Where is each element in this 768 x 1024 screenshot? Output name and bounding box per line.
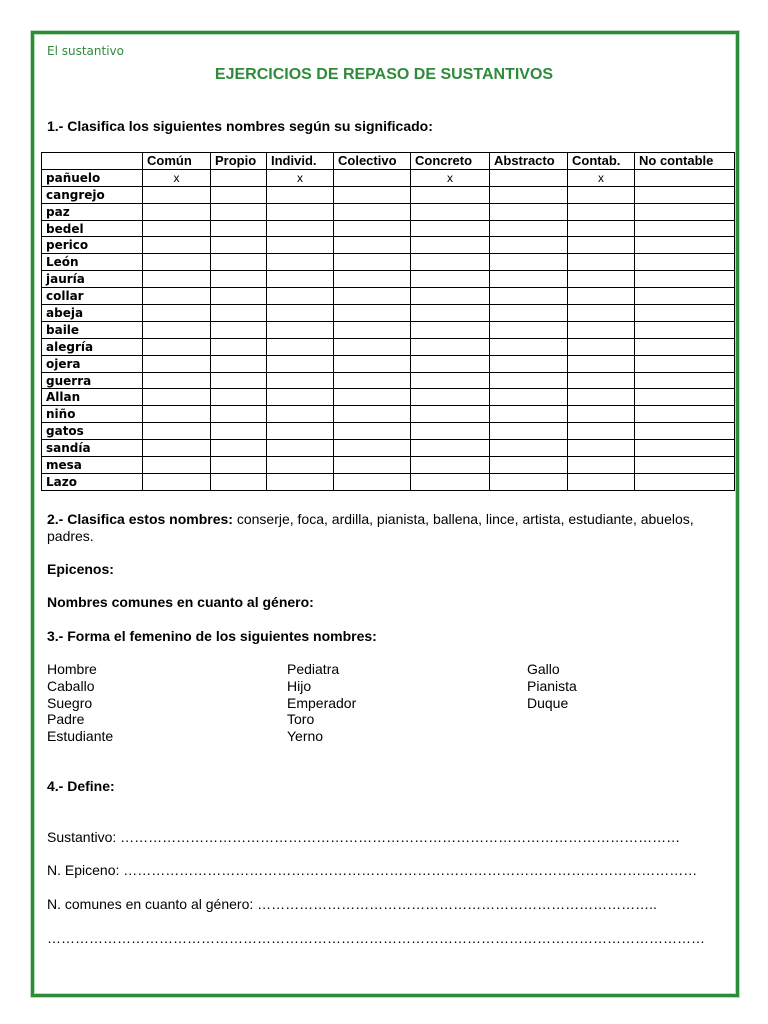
classification-cell[interactable] xyxy=(267,321,334,338)
classification-cell[interactable] xyxy=(334,305,411,322)
table-row xyxy=(42,271,735,288)
list-item: Yerno xyxy=(287,728,324,745)
classification-cell[interactable] xyxy=(334,473,411,490)
classification-cell[interactable] xyxy=(411,389,490,406)
exercise3-heading: 3.- Forma el femenino de los siguientes nombres: xyxy=(47,628,377,644)
classification-cell[interactable] xyxy=(143,254,211,271)
classification-cell[interactable] xyxy=(568,305,635,322)
classification-cell[interactable] xyxy=(568,406,635,423)
classification-cell[interactable] xyxy=(568,203,635,220)
word-cell: sandía xyxy=(42,440,143,457)
list-item: Estudiante xyxy=(47,728,114,745)
classification-cell[interactable] xyxy=(334,355,411,372)
word-cell: bedel xyxy=(42,220,143,237)
classification-cell[interactable] xyxy=(143,203,211,220)
classification-cell[interactable] xyxy=(490,288,568,305)
classification-cell[interactable] xyxy=(143,473,211,490)
table-row xyxy=(42,440,735,457)
classification-cell[interactable] xyxy=(411,220,490,237)
classification-cell[interactable] xyxy=(211,389,267,406)
section-label: El sustantivo xyxy=(47,44,124,58)
classification-cell[interactable] xyxy=(490,305,568,322)
classification-cell[interactable] xyxy=(211,254,267,271)
word-cell: mesa xyxy=(42,457,143,474)
classification-cell[interactable] xyxy=(334,423,411,440)
classification-cell[interactable] xyxy=(267,372,334,389)
word-cell: Lazo xyxy=(42,473,143,490)
classification-cell[interactable] xyxy=(211,457,267,474)
classification-cell[interactable] xyxy=(334,457,411,474)
classification-cell[interactable] xyxy=(635,440,735,457)
classification-cell[interactable] xyxy=(411,440,490,457)
word-cell: pañuelo xyxy=(42,169,143,186)
classification-cell[interactable]: x xyxy=(568,169,635,186)
classification-cell[interactable] xyxy=(211,338,267,355)
table-row xyxy=(42,355,735,372)
classification-cell[interactable] xyxy=(143,440,211,457)
word-cell: collar xyxy=(42,288,143,305)
classification-cell[interactable] xyxy=(411,186,490,203)
classification-cell[interactable] xyxy=(267,288,334,305)
column-header: Colectivo xyxy=(334,153,411,170)
classification-cell[interactable] xyxy=(211,406,267,423)
word-column-1 xyxy=(47,661,113,745)
classification-cell[interactable] xyxy=(143,288,211,305)
classification-cell[interactable] xyxy=(267,406,334,423)
classification-cell[interactable] xyxy=(143,372,211,389)
list-item: Pianista xyxy=(527,677,577,694)
classification-cell[interactable] xyxy=(411,406,490,423)
classification-cell[interactable] xyxy=(211,237,267,254)
classification-cell[interactable] xyxy=(490,423,568,440)
classification-cell[interactable] xyxy=(211,355,267,372)
exercise2-heading: 2.- Clasifica estos nombres: xyxy=(47,511,233,527)
list-item: Gallo xyxy=(527,661,560,677)
table-row xyxy=(42,186,735,203)
column-header: Individ. xyxy=(267,153,334,170)
word-cell: ojera xyxy=(42,355,143,372)
exercise2-word-list: conserje, foca, ardilla, pianista, ballena, lince, artista, estudiante, abuelos, padres. xyxy=(47,511,694,544)
classification-cell[interactable] xyxy=(490,440,568,457)
word-cell: cangrejo xyxy=(42,186,143,203)
list-item: Caballo xyxy=(47,677,95,694)
classification-cell[interactable] xyxy=(143,237,211,254)
classification-cell[interactable] xyxy=(568,473,635,490)
classification-cell[interactable] xyxy=(568,440,635,457)
classification-cell[interactable] xyxy=(411,457,490,474)
classification-cell[interactable] xyxy=(635,389,735,406)
classification-cell[interactable] xyxy=(143,305,211,322)
table-row xyxy=(42,389,735,406)
classification-cell[interactable] xyxy=(211,473,267,490)
classification-cell[interactable] xyxy=(267,305,334,322)
classification-cell[interactable] xyxy=(635,186,735,203)
classification-cell[interactable] xyxy=(635,220,735,237)
classification-cell[interactable] xyxy=(490,220,568,237)
word-column-3 xyxy=(527,661,577,711)
classification-cell[interactable] xyxy=(411,305,490,322)
classification-cell[interactable] xyxy=(267,423,334,440)
classification-cell[interactable] xyxy=(211,372,267,389)
column-header: Concreto xyxy=(411,153,490,170)
table-row xyxy=(42,203,735,220)
list-item: Pediatra xyxy=(287,661,340,677)
exercise4-heading: 4.- Define: xyxy=(47,778,115,794)
list-item: Padre xyxy=(47,711,85,728)
word-cell: paz xyxy=(42,203,143,220)
classification-cell[interactable] xyxy=(411,338,490,355)
classification-cell[interactable] xyxy=(635,305,735,322)
classification-cell[interactable] xyxy=(143,321,211,338)
classification-cell[interactable] xyxy=(411,203,490,220)
classification-cell[interactable] xyxy=(267,355,334,372)
classification-cell[interactable] xyxy=(635,406,735,423)
classification-cell[interactable] xyxy=(490,169,568,186)
classification-cell[interactable] xyxy=(411,237,490,254)
word-cell: guerra xyxy=(42,372,143,389)
classification-cell[interactable] xyxy=(490,338,568,355)
classification-cell[interactable] xyxy=(490,321,568,338)
classification-cell[interactable] xyxy=(334,169,411,186)
word-cell: baile xyxy=(42,321,143,338)
classification-cell[interactable] xyxy=(568,271,635,288)
classification-cell[interactable] xyxy=(267,254,334,271)
word-column-2 xyxy=(287,661,356,745)
list-item: Duque xyxy=(527,694,569,711)
classification-cell[interactable] xyxy=(334,338,411,355)
table-row xyxy=(42,457,735,474)
classification-cell[interactable] xyxy=(635,423,735,440)
classification-cell[interactable] xyxy=(334,406,411,423)
classification-cell[interactable] xyxy=(334,254,411,271)
classification-cell[interactable] xyxy=(334,237,411,254)
classification-cell[interactable] xyxy=(635,237,735,254)
classification-cell[interactable] xyxy=(334,440,411,457)
classification-cell[interactable] xyxy=(568,355,635,372)
classification-cell[interactable] xyxy=(143,389,211,406)
classification-cell[interactable] xyxy=(267,457,334,474)
classification-cell[interactable] xyxy=(143,271,211,288)
list-item: Hombre xyxy=(47,661,97,677)
classification-cell[interactable] xyxy=(568,220,635,237)
classification-cell[interactable] xyxy=(568,288,635,305)
classification-cell[interactable] xyxy=(490,186,568,203)
classification-cell[interactable] xyxy=(411,372,490,389)
classification-cell[interactable] xyxy=(568,389,635,406)
classification-cell[interactable] xyxy=(568,423,635,440)
classification-cell[interactable] xyxy=(143,220,211,237)
classification-cell[interactable] xyxy=(267,440,334,457)
exercise2-text xyxy=(47,511,737,545)
epicenos-label: Epicenos: xyxy=(47,561,114,577)
classification-cell[interactable] xyxy=(143,423,211,440)
classification-cell[interactable] xyxy=(635,372,735,389)
classification-cell[interactable] xyxy=(568,338,635,355)
classification-cell[interactable] xyxy=(411,473,490,490)
classification-cell[interactable] xyxy=(411,271,490,288)
classification-cell[interactable] xyxy=(568,321,635,338)
classification-cell[interactable] xyxy=(490,254,568,271)
comunes-label: Nombres comunes en cuanto al género: xyxy=(47,594,314,610)
table-row xyxy=(42,321,735,338)
classification-cell[interactable] xyxy=(635,457,735,474)
classification-cell[interactable] xyxy=(490,389,568,406)
classification-cell[interactable] xyxy=(635,254,735,271)
classification-cell[interactable] xyxy=(267,203,334,220)
word-cell: niño xyxy=(42,406,143,423)
table-row xyxy=(42,169,735,186)
classification-cell[interactable] xyxy=(267,389,334,406)
classification-cell[interactable] xyxy=(267,338,334,355)
classification-cell[interactable] xyxy=(635,169,735,186)
classification-cell[interactable] xyxy=(143,186,211,203)
classification-cell[interactable] xyxy=(334,321,411,338)
classification-cell[interactable] xyxy=(143,406,211,423)
table-row xyxy=(42,254,735,271)
table-row xyxy=(42,220,735,237)
classification-cell[interactable] xyxy=(334,389,411,406)
classification-cell[interactable]: x xyxy=(411,169,490,186)
column-header: Abstracto xyxy=(490,153,568,170)
classification-cell[interactable] xyxy=(490,473,568,490)
classification-cell[interactable] xyxy=(490,457,568,474)
table-row xyxy=(42,406,735,423)
column-header: No contable xyxy=(635,153,735,170)
classification-cell[interactable] xyxy=(568,372,635,389)
list-item: Hijo xyxy=(287,677,312,694)
classification-cell[interactable] xyxy=(334,203,411,220)
classification-cell[interactable] xyxy=(334,271,411,288)
classification-cell[interactable] xyxy=(334,288,411,305)
table-header-row xyxy=(42,153,735,170)
classification-cell[interactable]: x xyxy=(143,169,211,186)
classification-cell[interactable] xyxy=(635,271,735,288)
classification-cell[interactable] xyxy=(211,321,267,338)
classification-cell[interactable] xyxy=(143,457,211,474)
classification-cell[interactable] xyxy=(490,406,568,423)
definition-line-epiceno: N. Epiceno: …………………………………………………………………………………………………………… xyxy=(47,862,698,878)
classification-cell[interactable] xyxy=(334,186,411,203)
classification-cell[interactable] xyxy=(568,457,635,474)
table-row xyxy=(42,338,735,355)
classification-cell[interactable] xyxy=(490,237,568,254)
classification-cell[interactable] xyxy=(490,372,568,389)
classification-cell[interactable] xyxy=(267,271,334,288)
classification-cell[interactable] xyxy=(490,355,568,372)
classification-cell[interactable] xyxy=(211,169,267,186)
table-row xyxy=(42,237,735,254)
classification-cell[interactable] xyxy=(411,321,490,338)
classification-cell[interactable] xyxy=(568,237,635,254)
classification-cell[interactable] xyxy=(143,338,211,355)
classification-cell[interactable] xyxy=(635,321,735,338)
definition-line-comunes: N. comunes en cuanto al género: ………………………………………………………………………….. xyxy=(47,896,657,912)
table-row xyxy=(42,423,735,440)
classification-cell[interactable] xyxy=(143,355,211,372)
classification-cell[interactable] xyxy=(490,203,568,220)
classification-cell[interactable] xyxy=(411,254,490,271)
classification-cell[interactable] xyxy=(411,355,490,372)
column-header: Común xyxy=(143,153,211,170)
exercise1-heading: 1.- Clasifica los siguientes nombres según su significado: xyxy=(47,118,433,134)
classification-cell[interactable] xyxy=(267,237,334,254)
table-row xyxy=(42,305,735,322)
word-cell: León xyxy=(42,254,143,271)
classification-cell[interactable] xyxy=(635,355,735,372)
classification-cell[interactable] xyxy=(334,372,411,389)
classification-cell[interactable] xyxy=(211,186,267,203)
classification-cell[interactable]: x xyxy=(267,169,334,186)
list-item: Toro xyxy=(287,711,315,728)
list-item: Emperador xyxy=(287,694,357,711)
word-cell: abeja xyxy=(42,305,143,322)
classification-cell[interactable] xyxy=(334,220,411,237)
classification-cell[interactable] xyxy=(635,473,735,490)
classification-cell[interactable] xyxy=(211,440,267,457)
classification-cell[interactable] xyxy=(211,305,267,322)
column-header: Contab. xyxy=(568,153,635,170)
classification-cell[interactable] xyxy=(490,271,568,288)
classification-cell[interactable] xyxy=(568,186,635,203)
list-item: Suegro xyxy=(47,694,93,711)
classification-cell[interactable] xyxy=(211,271,267,288)
classification-cell[interactable] xyxy=(635,338,735,355)
classification-cell[interactable] xyxy=(211,203,267,220)
classification-cell[interactable] xyxy=(568,254,635,271)
classification-cell[interactable] xyxy=(635,288,735,305)
classification-cell[interactable] xyxy=(267,220,334,237)
definition-line-extra: …………………………………………………………………………………………………………………………… xyxy=(47,930,705,946)
word-cell: alegría xyxy=(42,338,143,355)
classification-cell[interactable] xyxy=(267,473,334,490)
page-title: EJERCICIOS DE REPASO DE SUSTANTIVOS xyxy=(214,66,554,83)
word-cell: Allan xyxy=(42,389,143,406)
classification-table xyxy=(41,152,735,491)
classification-cell[interactable] xyxy=(411,423,490,440)
classification-cell[interactable] xyxy=(635,203,735,220)
column-header xyxy=(42,153,143,170)
column-header: Propio xyxy=(211,153,267,170)
table-row xyxy=(42,473,735,490)
table-row xyxy=(42,372,735,389)
classification-cell[interactable] xyxy=(211,288,267,305)
word-cell: jauría xyxy=(42,271,143,288)
definition-line-sustantivo: Sustantivo: ………………………………………………………………………………………………………… xyxy=(47,829,681,845)
word-cell: perico xyxy=(42,237,143,254)
classification-cell[interactable] xyxy=(267,186,334,203)
classification-cell[interactable] xyxy=(411,288,490,305)
classification-cell[interactable] xyxy=(211,423,267,440)
word-cell: gatos xyxy=(42,423,143,440)
table-row xyxy=(42,288,735,305)
classification-cell[interactable] xyxy=(211,220,267,237)
